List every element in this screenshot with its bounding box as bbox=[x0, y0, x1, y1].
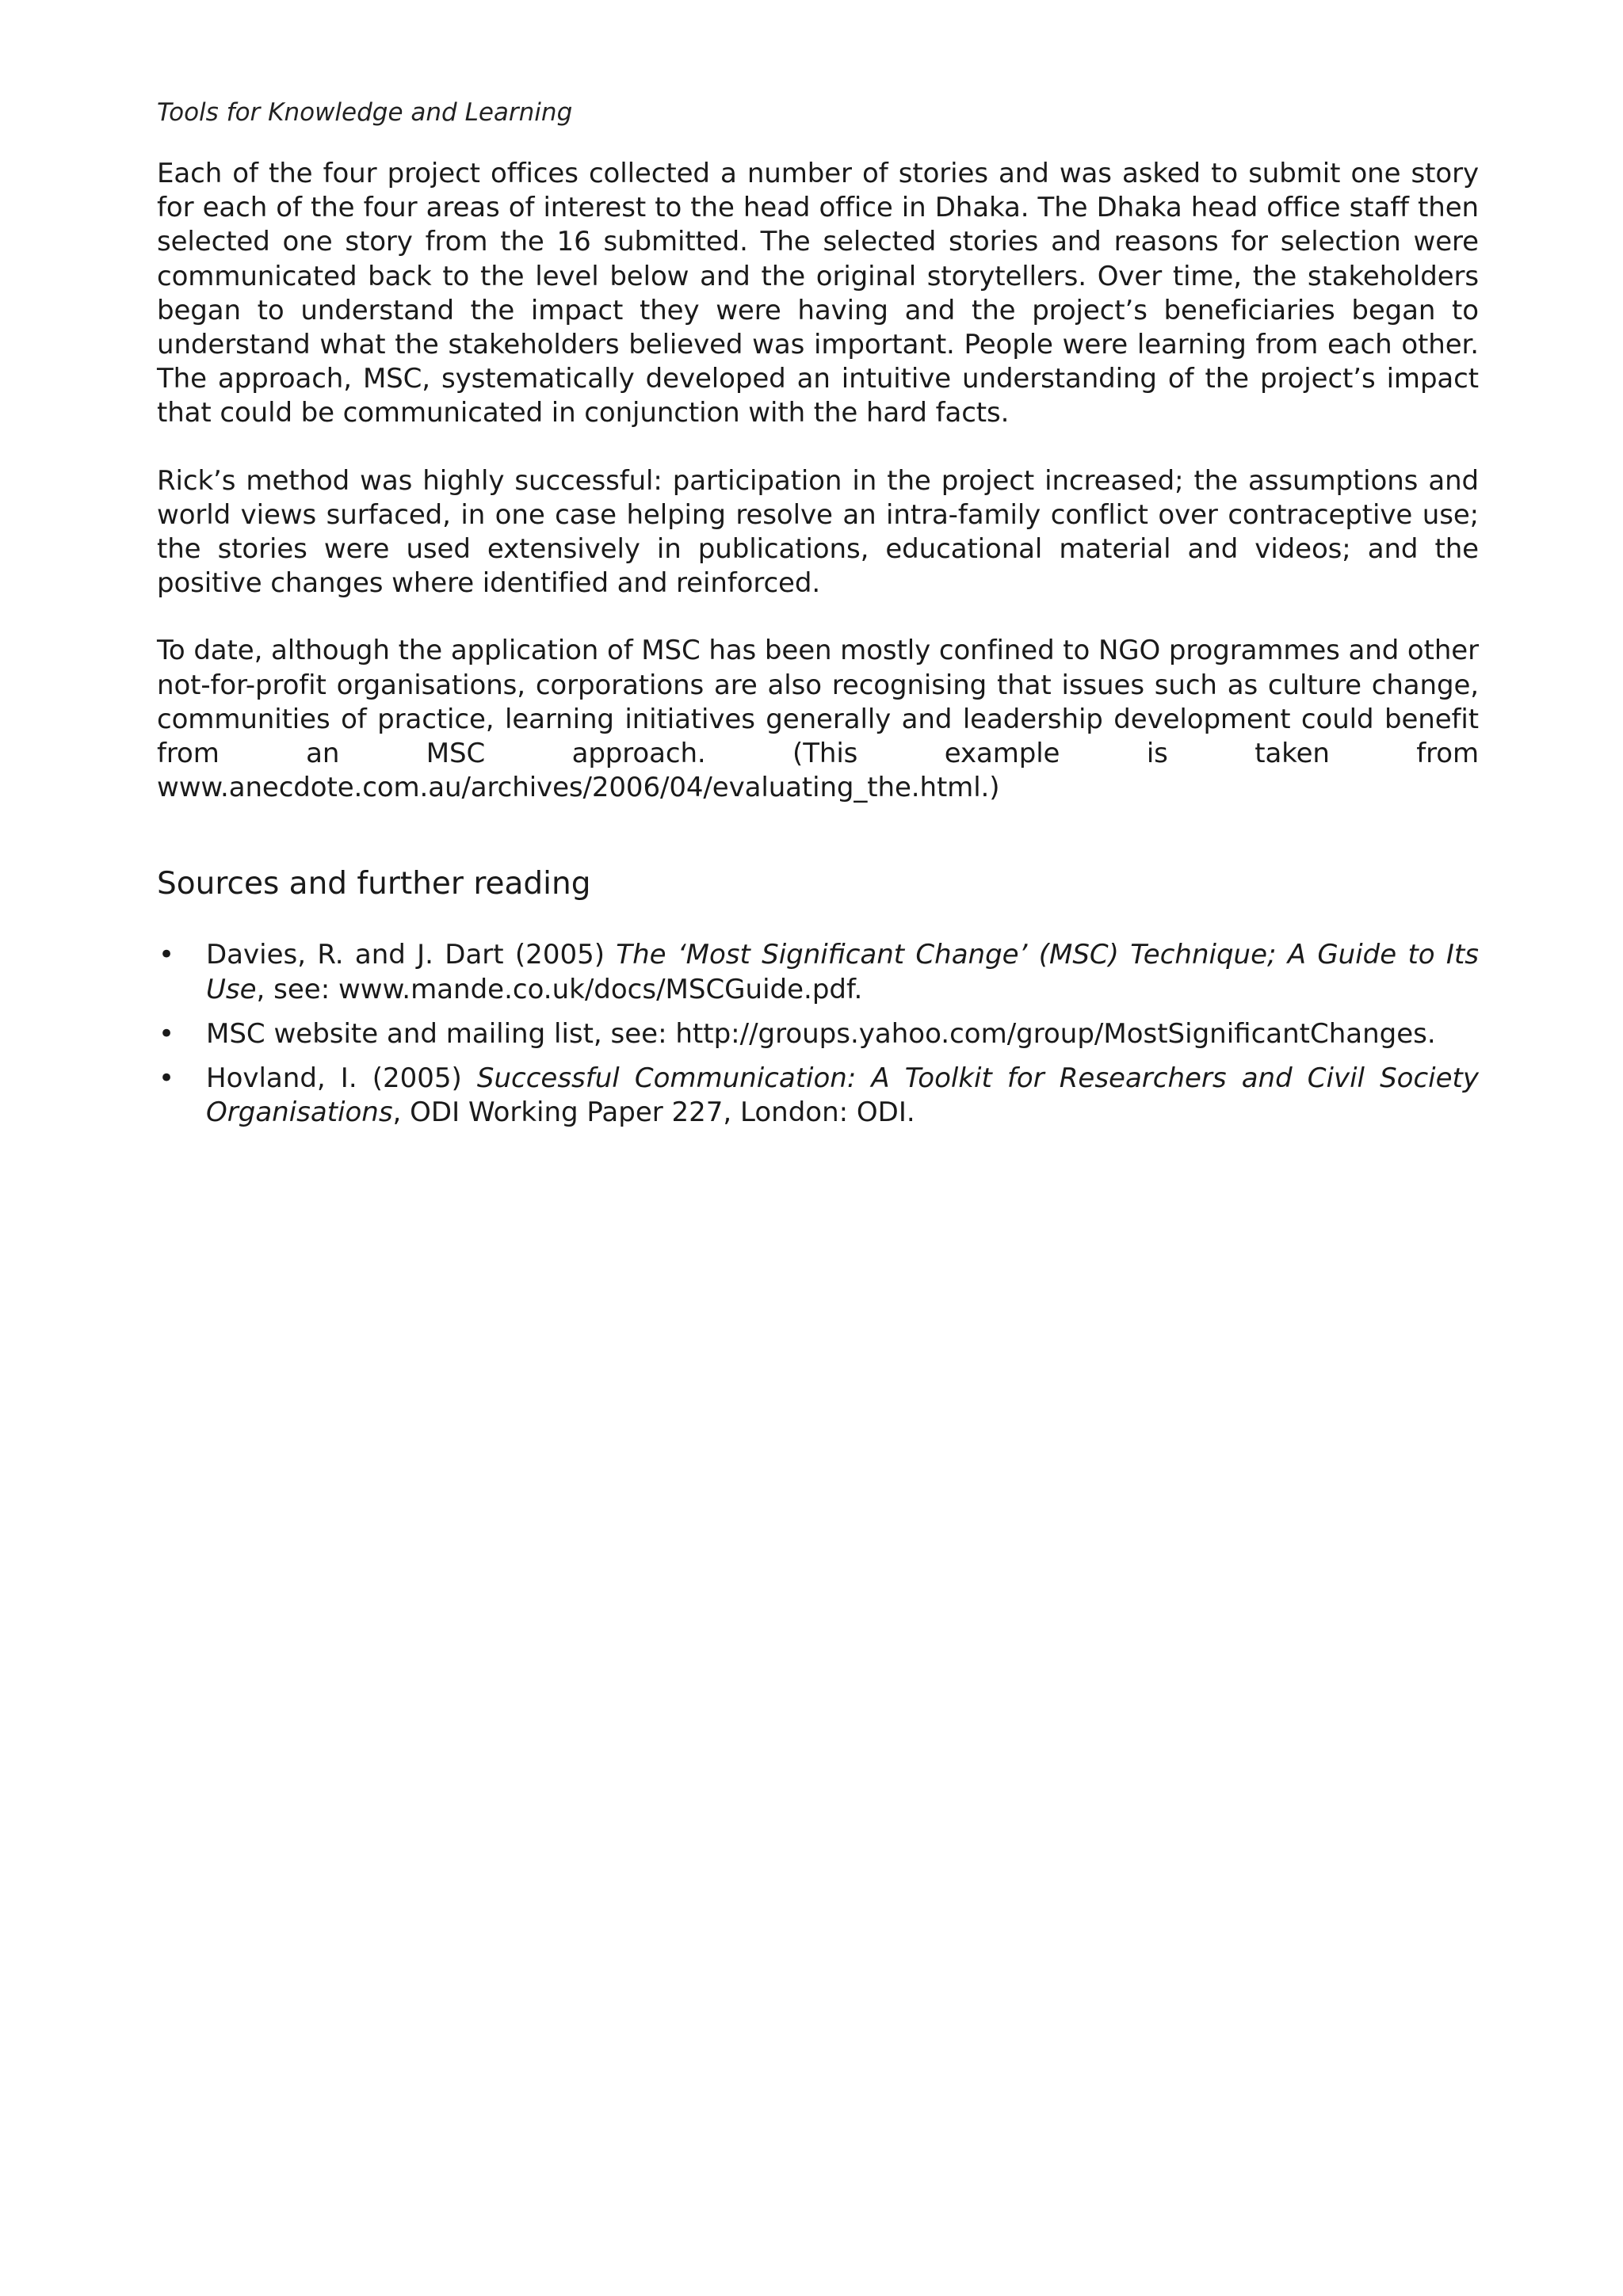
document-page bbox=[157, 95, 1479, 1140]
reference-text: Davies, R. and J. Dart (2005) bbox=[206, 939, 617, 971]
reference-item-davies bbox=[157, 938, 1479, 1006]
bullet-icon: • bbox=[158, 939, 175, 971]
reference-text: , see: www.mande.co.uk/docs/MSCGuide.pdf. bbox=[256, 973, 863, 1005]
reference-item-msc-website bbox=[157, 1017, 1479, 1051]
body-paragraph-3: To date, although the application of MSC has been mostly confined to NGO programmes and other not-for-profit organisations, corporations are also recognising that issues such as culture change, communities of practice, learning initiatives generally and leadership development could benefit from an MSC approach. (This example is taken from www.anecdote.com.au/archives/2006/04/evaluating_the.html.) bbox=[157, 635, 1479, 804]
reference-text: Hovland, I. (2005) bbox=[206, 1062, 477, 1095]
reference-title: Successful Communication: A Toolkit for Researchers and Civil Society Organisations bbox=[206, 1062, 1479, 1129]
body-paragraph-2: Rick’s method was highly successful: participation in the project increased; the assumptions and world views surfaced, in one case helping resolve an intra-family conflict over contraceptive use; the stories were used extensively in publications, educational material and videos; and the positive changes where identified and reinforced. bbox=[157, 464, 1479, 600]
reference-list bbox=[157, 938, 1479, 1130]
reference-item-hovland bbox=[157, 1062, 1479, 1130]
running-header: Tools for Knowledge and Learning bbox=[157, 98, 573, 127]
section-heading-sources: Sources and further reading bbox=[157, 866, 591, 902]
body-paragraph-1: Each of the four project offices collected a number of stories and was asked to submit one story for each of the four areas of interest to the head office in Dhaka. The Dhaka head office staff then selected one story from the 16 submitted. The selected stories and reasons for selection were communicated back to the level below and the original storytellers. Over time, the stakeholders began to understand the impact they were having and the project’s beneficiaries began to understand what the stakeholders believed was important. People were learning from each other. The approach, MSC, systematically developed an intuitive understanding of the project’s impact that could be communicated in conjunction with the hard facts. bbox=[157, 158, 1479, 429]
reference-title: The ‘Most Significant Change’ (MSC) Technique; A Guide to Its Use bbox=[206, 939, 1479, 1005]
reference-text: MSC website and mailing list, see: http://groups.yahoo.com/group/MostSignificantChanges. bbox=[206, 1017, 1436, 1050]
bullet-icon: • bbox=[158, 1062, 175, 1095]
reference-text: , ODI Working Paper 227, London: ODI. bbox=[392, 1097, 915, 1129]
bullet-icon: • bbox=[158, 1017, 175, 1050]
